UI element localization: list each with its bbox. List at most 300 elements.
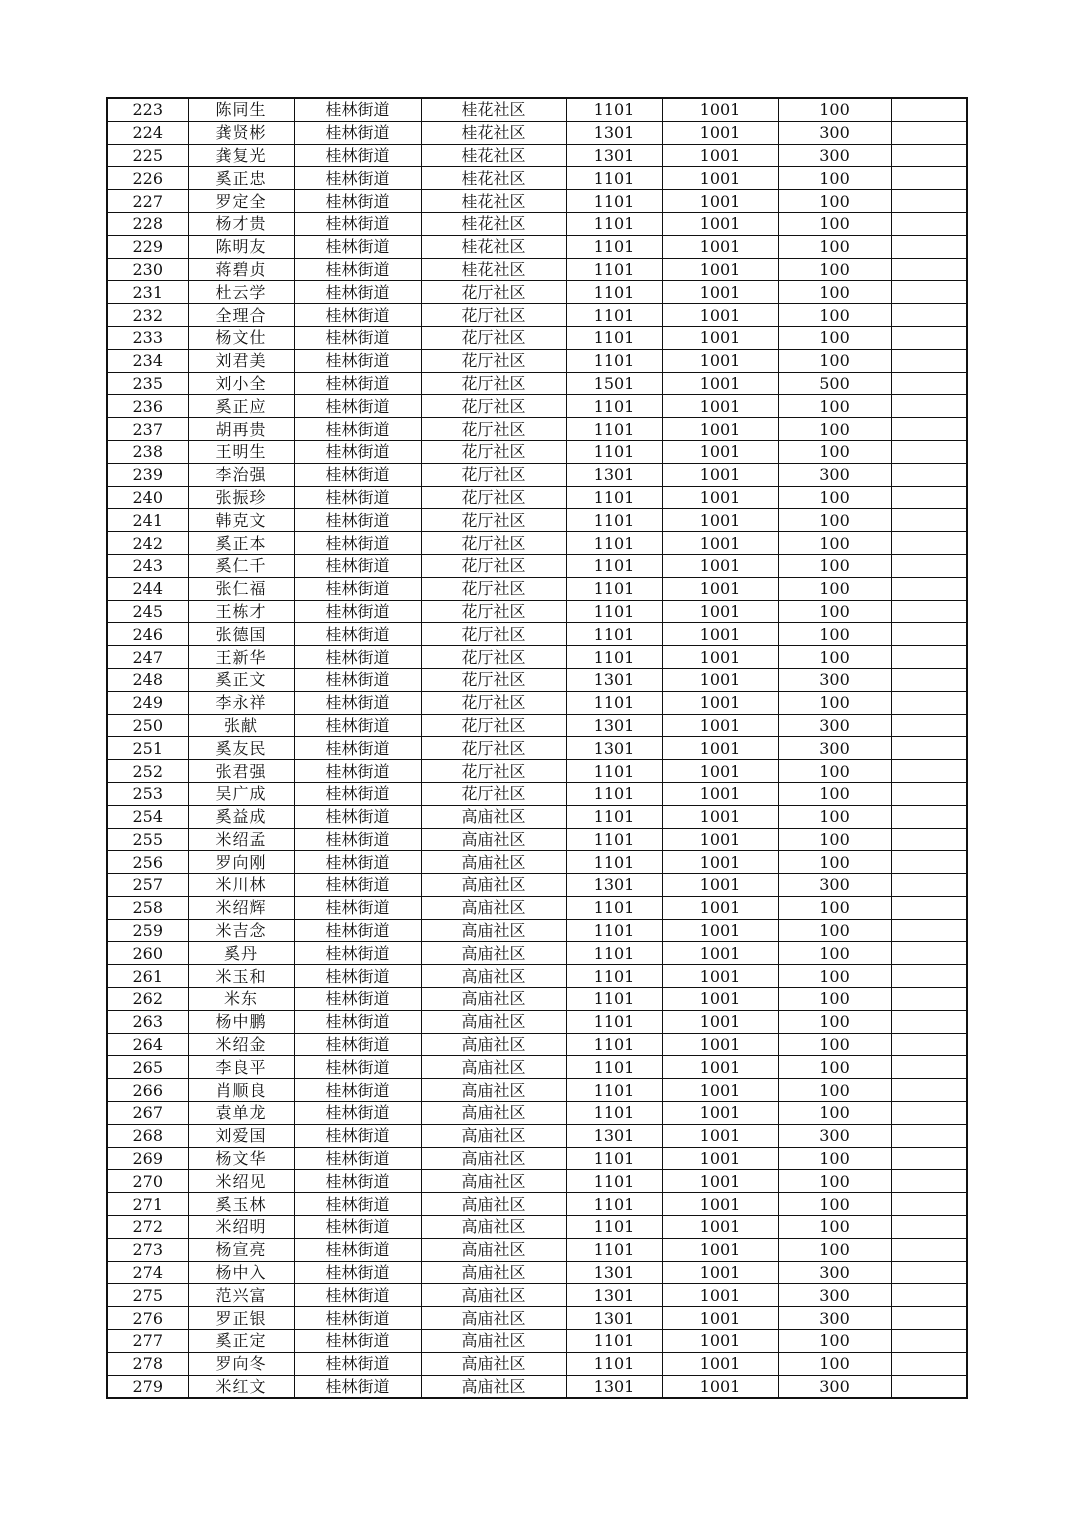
code-a-cell: 1301 [566,144,662,167]
amount-cell: 100 [778,440,891,463]
community-cell: 花厅社区 [421,782,566,805]
code-b-cell: 1001 [662,440,778,463]
code-a-cell: 1301 [566,1307,662,1330]
amount-cell: 100 [778,212,891,235]
name-cell: 罗正银 [188,1307,294,1330]
street-cell: 桂林街道 [294,1124,421,1147]
community-cell: 桂花社区 [421,190,566,213]
code-a-cell: 1101 [566,782,662,805]
community-cell: 花厅社区 [421,737,566,760]
remark-cell [891,1124,967,1147]
code-a-cell: 1301 [566,1261,662,1284]
row-number-cell: 264 [107,1033,188,1056]
name-cell: 王新华 [188,646,294,669]
code-a-cell: 1101 [566,942,662,965]
row-number-cell: 238 [107,440,188,463]
amount-cell: 100 [778,281,891,304]
code-b-cell: 1001 [662,1330,778,1353]
amount-cell: 300 [778,668,891,691]
name-cell: 米绍辉 [188,896,294,919]
code-a-cell: 1101 [566,646,662,669]
community-cell: 高庙社区 [421,1033,566,1056]
amount-cell: 100 [778,691,891,714]
row-number-cell: 259 [107,919,188,942]
amount-cell: 300 [778,144,891,167]
community-cell: 桂花社区 [421,167,566,190]
remark-cell [891,1170,967,1193]
amount-cell: 100 [778,418,891,441]
table-row [107,98,967,121]
street-cell: 桂林街道 [294,326,421,349]
community-cell: 花厅社区 [421,532,566,555]
remark-cell [891,509,967,532]
remark-cell [891,1147,967,1170]
table-row [107,418,967,441]
table-row [107,805,967,828]
street-cell: 桂林街道 [294,714,421,737]
amount-cell: 100 [778,1079,891,1102]
code-b-cell: 1001 [662,281,778,304]
code-a-cell: 1101 [566,235,662,258]
code-a-cell: 1101 [566,1170,662,1193]
remark-cell [891,828,967,851]
code-a-cell: 1101 [566,1147,662,1170]
code-b-cell: 1001 [662,395,778,418]
code-a-cell: 1501 [566,372,662,395]
table-row [107,691,967,714]
table-row [107,919,967,942]
row-number-cell: 268 [107,1124,188,1147]
community-cell: 高庙社区 [421,828,566,851]
street-cell: 桂林街道 [294,623,421,646]
code-a-cell: 1101 [566,1216,662,1239]
name-cell: 张德国 [188,623,294,646]
name-cell: 罗定全 [188,190,294,213]
remark-cell [891,919,967,942]
community-cell: 花厅社区 [421,372,566,395]
amount-cell: 100 [778,965,891,988]
row-number-cell: 224 [107,121,188,144]
name-cell: 刘君美 [188,349,294,372]
remark-cell [891,942,967,965]
remark-cell [891,395,967,418]
table-row [107,942,967,965]
table-row [107,782,967,805]
community-cell: 花厅社区 [421,760,566,783]
code-b-cell: 1001 [662,98,778,121]
remark-cell [891,326,967,349]
community-cell: 高庙社区 [421,919,566,942]
remark-cell [891,532,967,555]
remark-cell [891,235,967,258]
code-b-cell: 1001 [662,1170,778,1193]
code-a-cell: 1101 [566,1079,662,1102]
amount-cell: 300 [778,874,891,897]
name-cell: 奚友民 [188,737,294,760]
street-cell: 桂林街道 [294,851,421,874]
street-cell: 桂林街道 [294,395,421,418]
community-cell: 花厅社区 [421,509,566,532]
street-cell: 桂林街道 [294,212,421,235]
street-cell: 桂林街道 [294,828,421,851]
name-cell: 李治强 [188,463,294,486]
community-cell: 高庙社区 [421,1238,566,1261]
community-cell: 高庙社区 [421,1375,566,1398]
amount-cell: 100 [778,1102,891,1125]
code-b-cell: 1001 [662,372,778,395]
table-row [107,1375,967,1398]
row-number-cell: 260 [107,942,188,965]
street-cell: 桂林街道 [294,532,421,555]
row-number-cell: 235 [107,372,188,395]
table-row [107,1307,967,1330]
code-b-cell: 1001 [662,965,778,988]
street-cell: 桂林街道 [294,1033,421,1056]
code-a-cell: 1301 [566,714,662,737]
community-cell: 桂花社区 [421,212,566,235]
row-number-cell: 271 [107,1193,188,1216]
name-cell: 杜云学 [188,281,294,304]
code-a-cell: 1101 [566,760,662,783]
amount-cell: 100 [778,395,891,418]
table-row [107,600,967,623]
row-number-cell: 226 [107,167,188,190]
name-cell: 吴广成 [188,782,294,805]
amount-cell: 100 [778,554,891,577]
amount-cell: 100 [778,1238,891,1261]
row-number-cell: 239 [107,463,188,486]
street-cell: 桂林街道 [294,600,421,623]
row-number-cell: 277 [107,1330,188,1353]
amount-cell: 100 [778,782,891,805]
row-number-cell: 248 [107,668,188,691]
remark-cell [891,600,967,623]
table-row [107,828,967,851]
row-number-cell: 250 [107,714,188,737]
code-a-cell: 1101 [566,281,662,304]
code-b-cell: 1001 [662,623,778,646]
street-cell: 桂林街道 [294,874,421,897]
street-cell: 桂林街道 [294,235,421,258]
code-b-cell: 1001 [662,851,778,874]
name-cell: 袁单龙 [188,1102,294,1125]
amount-cell: 100 [778,326,891,349]
row-number-cell: 272 [107,1216,188,1239]
row-number-cell: 232 [107,304,188,327]
street-cell: 桂林街道 [294,281,421,304]
name-cell: 张献 [188,714,294,737]
remark-cell [891,623,967,646]
code-a-cell: 1101 [566,349,662,372]
remark-cell [891,1102,967,1125]
name-cell: 奚丹 [188,942,294,965]
table-body [107,98,967,1398]
name-cell: 韩克文 [188,509,294,532]
amount-cell: 100 [778,167,891,190]
street-cell: 桂林街道 [294,440,421,463]
street-cell: 桂林街道 [294,418,421,441]
community-cell: 高庙社区 [421,1352,566,1375]
remark-cell [891,965,967,988]
amount-cell: 100 [778,235,891,258]
street-cell: 桂林街道 [294,1284,421,1307]
community-cell: 花厅社区 [421,463,566,486]
amount-cell: 300 [778,1261,891,1284]
code-b-cell: 1001 [662,212,778,235]
table-row [107,463,967,486]
row-number-cell: 278 [107,1352,188,1375]
code-b-cell: 1001 [662,1033,778,1056]
community-cell: 花厅社区 [421,691,566,714]
community-cell: 桂花社区 [421,121,566,144]
table-row [107,1284,967,1307]
code-b-cell: 1001 [662,760,778,783]
name-cell: 杨宣亮 [188,1238,294,1261]
row-number-cell: 256 [107,851,188,874]
code-a-cell: 1101 [566,805,662,828]
amount-cell: 100 [778,349,891,372]
code-b-cell: 1001 [662,874,778,897]
community-cell: 高庙社区 [421,1193,566,1216]
name-cell: 杨中鹏 [188,1010,294,1033]
amount-cell: 100 [778,304,891,327]
code-b-cell: 1001 [662,988,778,1011]
code-b-cell: 1001 [662,646,778,669]
table-row [107,737,967,760]
table-row [107,395,967,418]
name-cell: 张君强 [188,760,294,783]
street-cell: 桂林街道 [294,782,421,805]
community-cell: 高庙社区 [421,988,566,1011]
code-a-cell: 1101 [566,418,662,441]
code-b-cell: 1001 [662,235,778,258]
code-b-cell: 1001 [662,1010,778,1033]
remark-cell [891,896,967,919]
amount-cell: 100 [778,190,891,213]
remark-cell [891,782,967,805]
street-cell: 桂林街道 [294,896,421,919]
street-cell: 桂林街道 [294,988,421,1011]
street-cell: 桂林街道 [294,554,421,577]
name-cell: 刘小全 [188,372,294,395]
remark-cell [891,304,967,327]
row-number-cell: 257 [107,874,188,897]
community-cell: 高庙社区 [421,1307,566,1330]
row-number-cell: 265 [107,1056,188,1079]
amount-cell: 100 [778,1010,891,1033]
community-cell: 高庙社区 [421,965,566,988]
table-row [107,532,967,555]
table-row [107,1079,967,1102]
community-cell: 高庙社区 [421,1284,566,1307]
street-cell: 桂林街道 [294,1193,421,1216]
remark-cell [891,1010,967,1033]
name-cell: 米绍明 [188,1216,294,1239]
row-number-cell: 236 [107,395,188,418]
table-row [107,121,967,144]
amount-cell: 100 [778,1193,891,1216]
community-cell: 高庙社区 [421,1330,566,1353]
code-a-cell: 1101 [566,851,662,874]
remark-cell [891,486,967,509]
community-cell: 高庙社区 [421,896,566,919]
name-cell: 张振珍 [188,486,294,509]
table-row [107,1352,967,1375]
remark-cell [891,760,967,783]
community-cell: 花厅社区 [421,418,566,441]
row-number-cell: 270 [107,1170,188,1193]
amount-cell: 100 [778,98,891,121]
amount-cell: 100 [778,532,891,555]
code-a-cell: 1101 [566,919,662,942]
remark-cell [891,1307,967,1330]
table-row [107,1033,967,1056]
code-a-cell: 1101 [566,623,662,646]
community-cell: 高庙社区 [421,851,566,874]
code-a-cell: 1101 [566,167,662,190]
remark-cell [891,440,967,463]
code-b-cell: 1001 [662,1307,778,1330]
table-row [107,1124,967,1147]
row-number-cell: 262 [107,988,188,1011]
row-number-cell: 230 [107,258,188,281]
remark-cell [891,1238,967,1261]
table-row [107,1010,967,1033]
row-number-cell: 237 [107,418,188,441]
table-row [107,668,967,691]
code-b-cell: 1001 [662,1056,778,1079]
community-cell: 花厅社区 [421,554,566,577]
row-number-cell: 223 [107,98,188,121]
remark-cell [891,646,967,669]
remark-cell [891,258,967,281]
name-cell: 肖顺良 [188,1079,294,1102]
remark-cell [891,167,967,190]
name-cell: 王明生 [188,440,294,463]
community-cell: 花厅社区 [421,600,566,623]
community-cell: 花厅社区 [421,668,566,691]
row-number-cell: 275 [107,1284,188,1307]
code-b-cell: 1001 [662,737,778,760]
row-number-cell: 243 [107,554,188,577]
name-cell: 奚正忠 [188,167,294,190]
amount-cell: 500 [778,372,891,395]
street-cell: 桂林街道 [294,1170,421,1193]
community-cell: 桂花社区 [421,98,566,121]
community-cell: 高庙社区 [421,1216,566,1239]
row-number-cell: 244 [107,577,188,600]
amount-cell: 100 [778,828,891,851]
amount-cell: 300 [778,121,891,144]
row-number-cell: 252 [107,760,188,783]
community-cell: 高庙社区 [421,1147,566,1170]
community-cell: 高庙社区 [421,942,566,965]
street-cell: 桂林街道 [294,167,421,190]
name-cell: 杨文仕 [188,326,294,349]
community-cell: 花厅社区 [421,304,566,327]
row-number-cell: 266 [107,1079,188,1102]
code-b-cell: 1001 [662,600,778,623]
remark-cell [891,554,967,577]
amount-cell: 100 [778,942,891,965]
table-row [107,646,967,669]
amount-cell: 300 [778,1307,891,1330]
code-b-cell: 1001 [662,304,778,327]
amount-cell: 300 [778,1124,891,1147]
name-cell: 奚玉林 [188,1193,294,1216]
amount-cell: 100 [778,1056,891,1079]
street-cell: 桂林街道 [294,372,421,395]
row-number-cell: 225 [107,144,188,167]
code-b-cell: 1001 [662,942,778,965]
row-number-cell: 241 [107,509,188,532]
street-cell: 桂林街道 [294,349,421,372]
amount-cell: 100 [778,760,891,783]
amount-cell: 100 [778,258,891,281]
code-b-cell: 1001 [662,509,778,532]
table-row [107,1170,967,1193]
street-cell: 桂林街道 [294,1216,421,1239]
code-b-cell: 1001 [662,691,778,714]
row-number-cell: 242 [107,532,188,555]
code-a-cell: 1301 [566,874,662,897]
row-number-cell: 247 [107,646,188,669]
community-cell: 花厅社区 [421,646,566,669]
remark-cell [891,372,967,395]
row-number-cell: 258 [107,896,188,919]
remark-cell [891,1033,967,1056]
code-b-cell: 1001 [662,782,778,805]
name-cell: 李良平 [188,1056,294,1079]
row-number-cell: 233 [107,326,188,349]
table-row [107,281,967,304]
code-b-cell: 1001 [662,532,778,555]
name-cell: 范兴富 [188,1284,294,1307]
remark-cell [891,281,967,304]
row-number-cell: 267 [107,1102,188,1125]
code-b-cell: 1001 [662,1375,778,1398]
code-a-cell: 1101 [566,212,662,235]
name-cell: 奚正应 [188,395,294,418]
name-cell: 米吉念 [188,919,294,942]
amount-cell: 100 [778,486,891,509]
table-row [107,440,967,463]
row-number-cell: 234 [107,349,188,372]
row-number-cell: 251 [107,737,188,760]
name-cell: 米红文 [188,1375,294,1398]
remark-cell [891,1079,967,1102]
remark-cell [891,714,967,737]
remark-cell [891,691,967,714]
remark-cell [891,577,967,600]
amount-cell: 100 [778,577,891,600]
remark-cell [891,212,967,235]
row-number-cell: 231 [107,281,188,304]
table-row [107,1216,967,1239]
row-number-cell: 227 [107,190,188,213]
code-a-cell: 1101 [566,577,662,600]
code-b-cell: 1001 [662,486,778,509]
code-a-cell: 1301 [566,737,662,760]
street-cell: 桂林街道 [294,463,421,486]
table-row [107,988,967,1011]
code-b-cell: 1001 [662,1261,778,1284]
code-a-cell: 1101 [566,326,662,349]
table-row [107,349,967,372]
code-a-cell: 1101 [566,1056,662,1079]
name-cell: 刘爱国 [188,1124,294,1147]
community-cell: 高庙社区 [421,1261,566,1284]
